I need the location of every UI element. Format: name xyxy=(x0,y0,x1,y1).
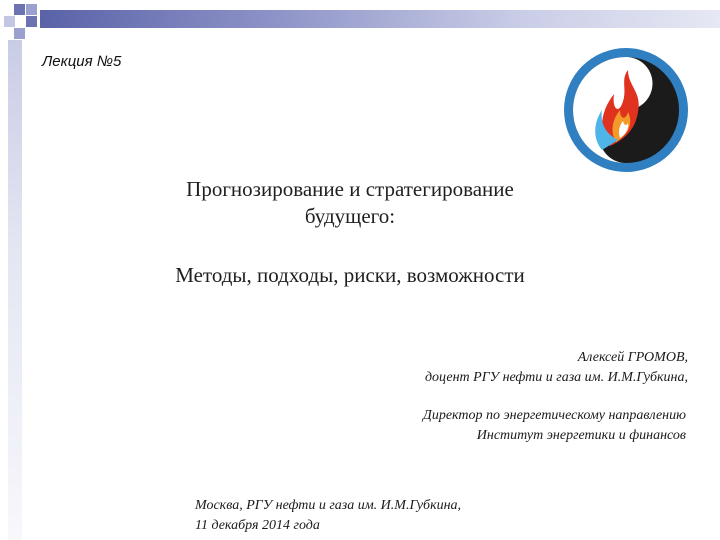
header-gradient-bar xyxy=(40,10,720,28)
presentation-title xyxy=(100,176,600,230)
deco-square xyxy=(26,4,37,15)
author-affiliation: доцент РГУ нефти и газа им. И.М.Губкина, xyxy=(424,370,688,385)
deco-square xyxy=(4,16,15,27)
author-name: Алексей ГРОМОВ, xyxy=(577,350,688,365)
deco-square xyxy=(26,16,37,27)
gubkin-university-flame-logo-icon xyxy=(562,46,690,174)
author-block xyxy=(425,348,688,388)
place-text: Москва, РГУ нефти и газа им. И.М.Губкина, xyxy=(195,498,462,513)
deco-square xyxy=(14,4,25,15)
deco-square xyxy=(14,28,25,39)
title-line-1: Прогнозирование и стратегирование xyxy=(186,177,514,201)
position-line-2: Институт энергетики и финансов xyxy=(476,428,686,443)
lecture-number: Лекция №5 xyxy=(42,53,122,70)
date-text: 11 декабря 2014 года xyxy=(195,518,320,533)
place-and-date xyxy=(195,496,461,536)
title-line-2: будущего: xyxy=(304,204,396,228)
position-line-1: Директор по энергетическому направлению xyxy=(422,408,686,423)
author-position xyxy=(423,406,686,446)
side-gradient-bar xyxy=(8,40,22,540)
presentation-subtitle: Методы, подходы, риски, возможности xyxy=(175,263,525,287)
